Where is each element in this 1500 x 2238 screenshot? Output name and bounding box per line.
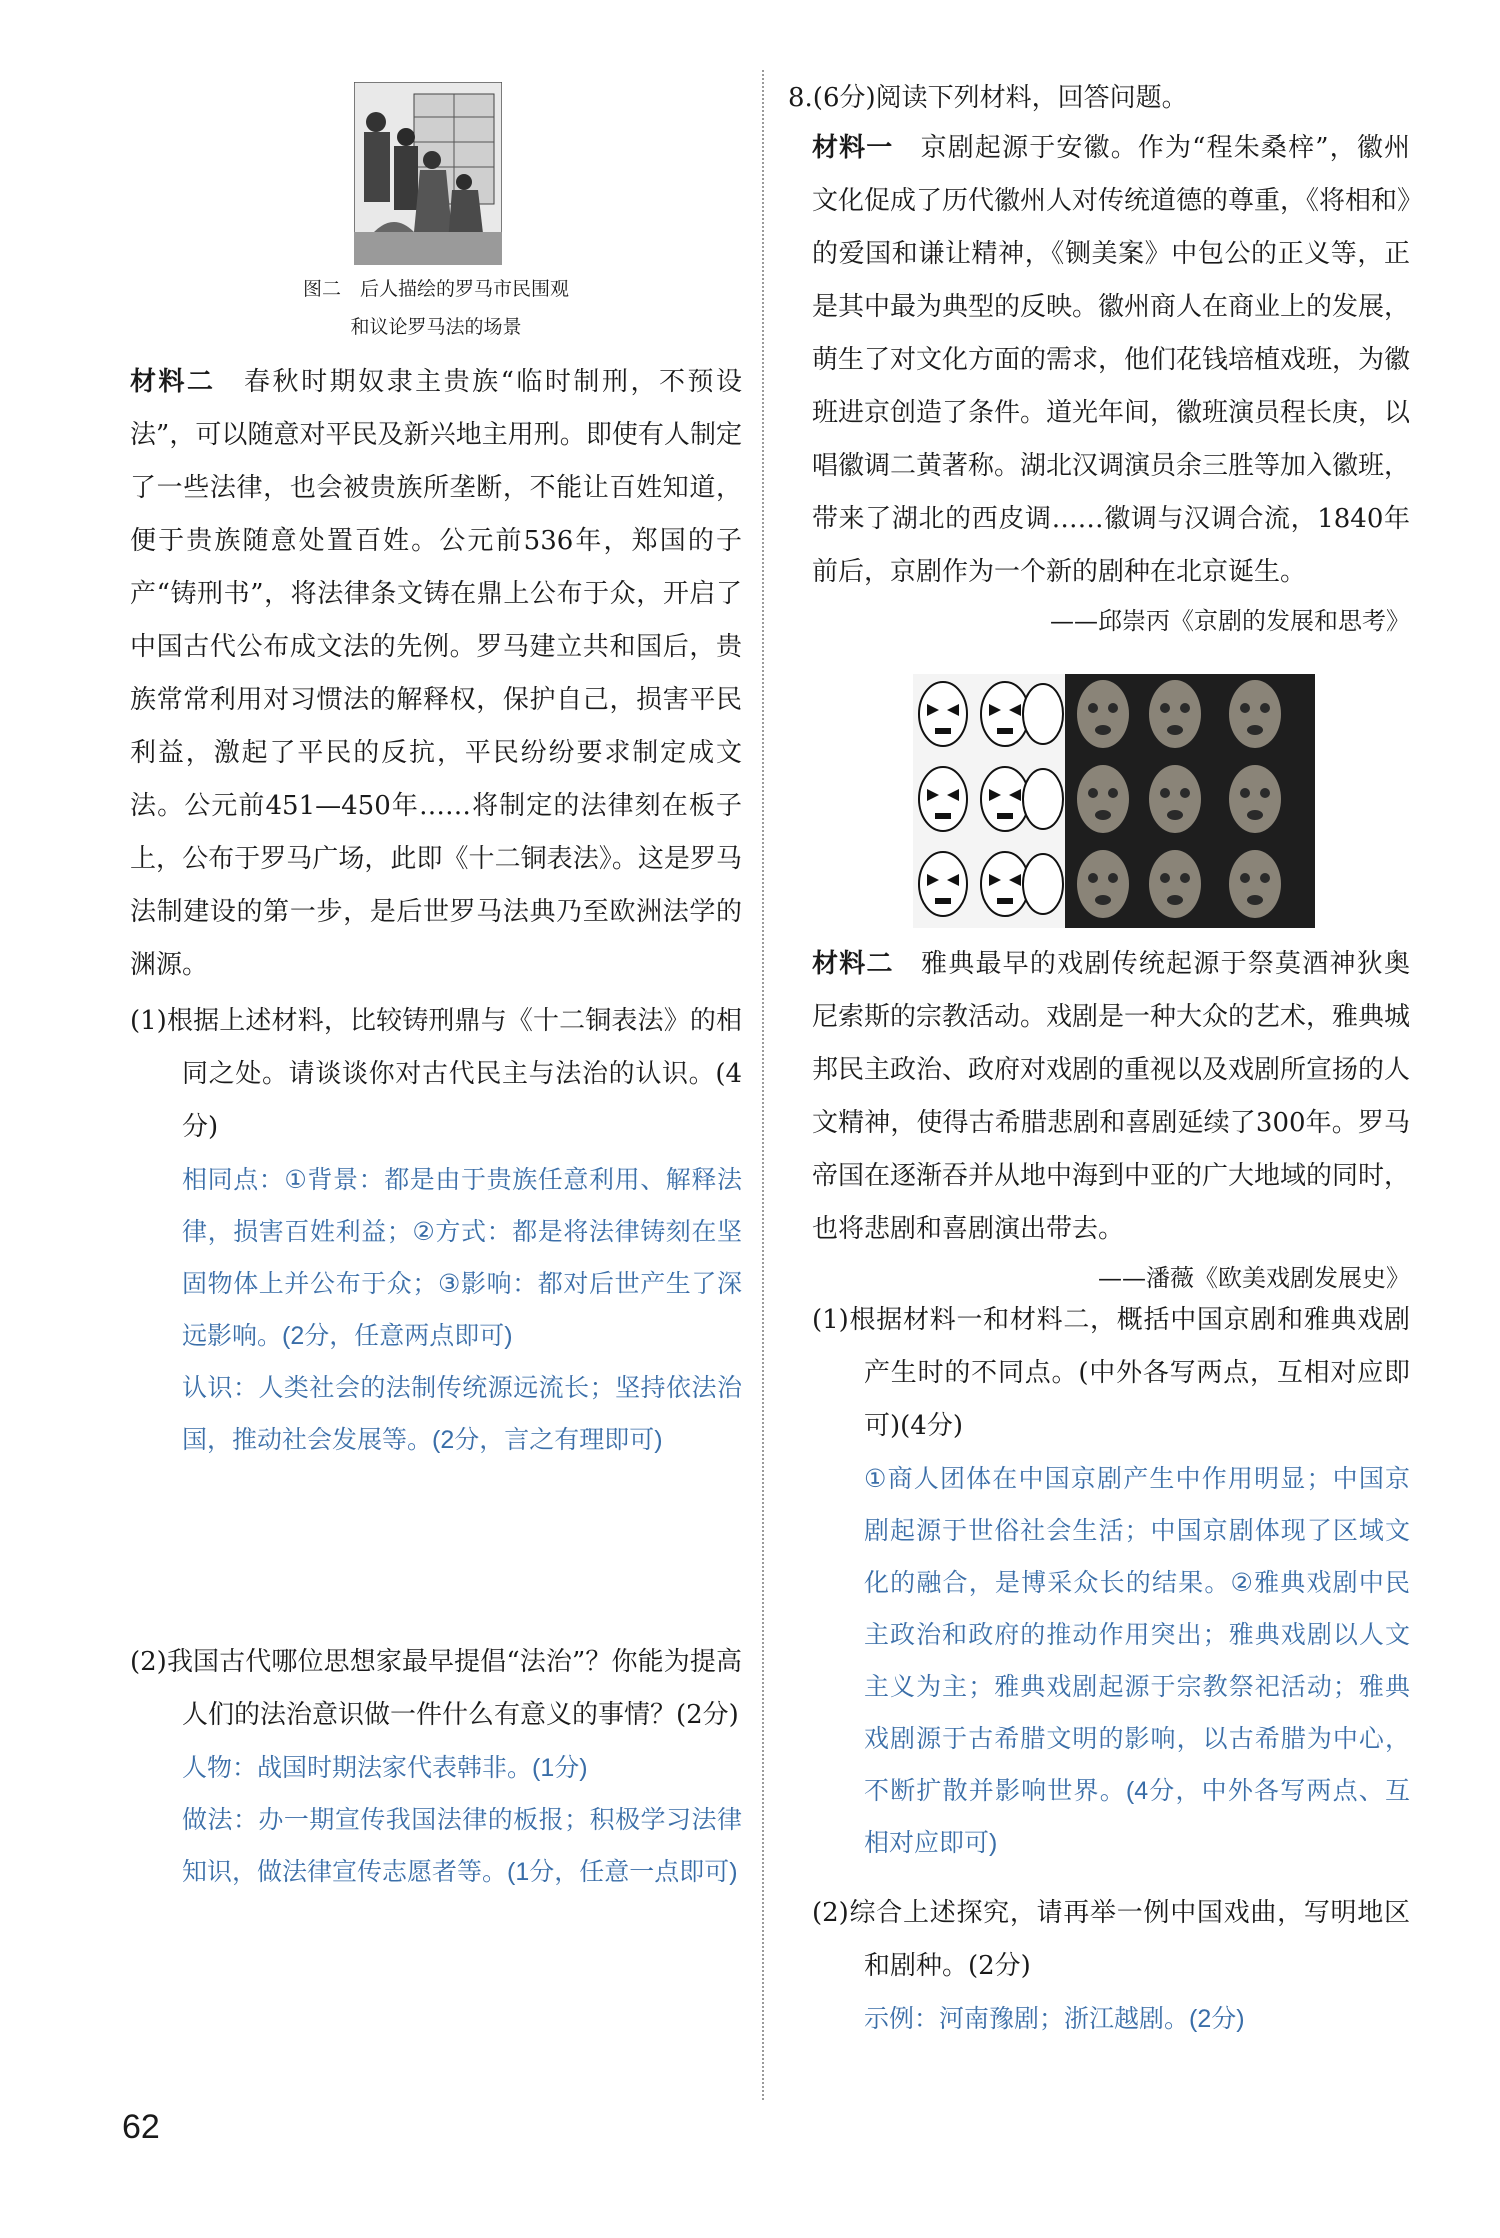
- r-question2-text: (2)综合上述探究，请再举一例中国戏曲，写明地区和剧种。(2分): [812, 1898, 1410, 1981]
- r-material2-text: 雅典最早的戏剧传统起源于祭莫酒神狄奥尼索斯的宗教活动。戏剧是一种大众的艺术，雅典城邦民主政治、政府对戏剧的重视以及戏剧所宣扬的人文精神，使得古希腊悲剧和喜剧延续了300年。罗马帝国在逐渐吞并从地中海到中亚的广大地域的同时，也将悲剧和喜剧演出带去。: [812, 949, 1411, 1244]
- r-material1-text: 京剧起源于安徽。作为“程朱桑梓”，徽州文化促成了历代徽州人对传统道德的尊重，《将相和》的爱国和谦让精神，《铡美案》中包公的正义等，正是其中最为典型的反映。徽州商人在商业上的发展，萌生了对文化方面的需求，他们花钱培植戏班，为徽班进京创造了条件。道光年间，徽班演员程长庚，以唱徽调二黄著称。湖北汉调演员余三胜等加入徽班，带来了湖北的西皮调……徽调与汉调合流，1840年前后，京剧作为一个新的剧种在北京诞生。: [812, 133, 1411, 587]
- page-number: 62: [122, 2108, 160, 2146]
- column-divider: [762, 70, 764, 2100]
- r-material1-label: 材料一: [812, 133, 894, 163]
- figure-caption-line1: 图二 后人描绘的罗马市民围观: [302, 278, 569, 300]
- figure-caption: [130, 270, 742, 346]
- answer2-action: 做法：办一期宣传我国法律的板报；积极学习法律知识，做法律宣传志愿者等。(1分，任意一点即可): [182, 1806, 742, 1886]
- question1-text: (1)根据上述材料，比较铸刑鼎与《十二铜表法》的相同之处。请谈谈你对古代民主与法治的认识。(4分): [130, 1006, 742, 1142]
- question8-header: 8.(6分)阅读下列材料，回答问题。: [788, 83, 1188, 113]
- r-answer1: ①商人团体在中国京剧产生中作用明显；中国京剧起源于世俗社会生活；中国京剧体现了区域文化的融合，是博采众长的结果。②雅典戏剧中民主政治和政府的推动作用突出；雅典戏剧以人文主义为主；雅典戏剧起源于宗教祭祀活动；雅典戏剧源于古希腊文明的影响，以古希腊为中心，不断扩散并影响世界。(4分，中外各写两点、互相对应即可): [864, 1465, 1410, 1857]
- question1-block: [130, 995, 742, 1466]
- r-question2-block: [812, 1887, 1410, 2045]
- answer1-understanding: 认识：人类社会的法制传统源远流长；坚持依法治国，推动社会发展等。(2分，言之有理即可): [182, 1374, 742, 1454]
- material2-text: 春秋时期奴隶主贵族“临时制刑，不预设法”，可以随意对平民及新兴地主用刑。即使有人制定了一些法律，也会被贵族所垄断，不能让百姓知道，便于贵族随意处置百姓。公元前536年，郑国的子产“铸刑书”，将法律条文铸在鼎上公布于众，开启了中国古代公布成文法的先例。罗马建立共和国后，贵族常常利用对习惯法的解释权，保护自己，损害平民利益，激起了平民的反抗，平民纷纷要求制定成文法。公元前451—450年……将制定的法律刻在板子上，公布于罗马广场，此即《十二铜表法》。这是罗马法制建设的第一步，是后世罗马法典乃至欧洲法学的渊源。: [130, 367, 742, 980]
- r-material1-block: [812, 122, 1410, 643]
- answer2-person: 人物：战国时期法家代表韩非。(1分): [182, 1754, 588, 1782]
- r-answer2: 示例：河南豫剧；浙江越剧。(2分): [864, 2005, 1245, 2033]
- answer1-similarities: 相同点：①背景：都是由于贵族任意利用、解释法律，损害百姓利益；②方式：都是将法律铸刻在坚固物体上并公布于众；③影响：都对后世产生了深远影响。(2分，任意两点即可): [182, 1166, 742, 1350]
- question2-block: [130, 1636, 742, 1898]
- r-material2-label: 材料二: [812, 949, 894, 979]
- figure-caption-line2: 和议论罗马法的场景: [350, 316, 522, 338]
- r-question1-text: (1)根据材料一和材料二，概括中国京剧和雅典戏剧产生时的不同点。(中外各写两点，互相对应即可)(4分): [812, 1305, 1410, 1441]
- r-material2-block: [812, 938, 1410, 1300]
- r-material1-source: ——邱崇丙《京剧的发展和思考》: [1050, 607, 1410, 635]
- question2-text: (2)我国古代哪位思想家最早提倡“法治”？你能为提高人们的法治意识做一件什么有意义的事情？(2分): [130, 1647, 742, 1730]
- material2-label: 材料二: [130, 367, 216, 397]
- material2-block: [130, 356, 742, 992]
- roman-citizens-engraving: [354, 82, 502, 265]
- opera-and-greek-masks-image: [913, 674, 1315, 928]
- r-question1-block: [812, 1294, 1410, 1869]
- r-material2-source: ——潘薇《欧美戏剧发展史》: [1098, 1264, 1410, 1292]
- question8-header-block: [788, 72, 1410, 125]
